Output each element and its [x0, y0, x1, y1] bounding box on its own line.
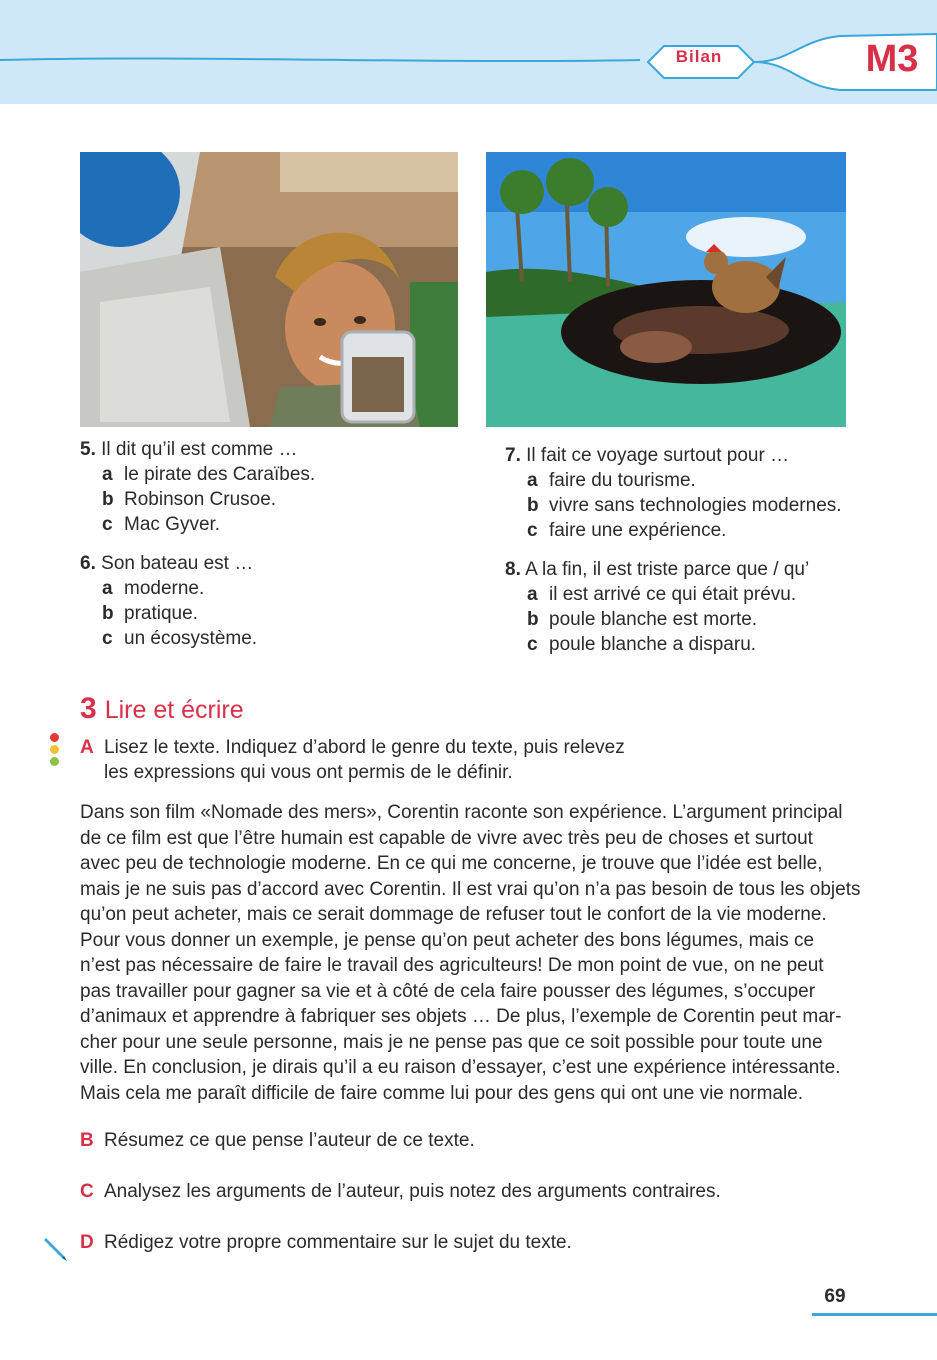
pencil-icon	[40, 1234, 70, 1264]
section-title-text: Lire et écrire	[104, 696, 244, 724]
question-number: 5.	[80, 439, 96, 460]
question-text: Il dit qu’il est comme …	[101, 439, 298, 460]
option-b: b poule blanche est morte.	[527, 609, 758, 630]
questions-right	[505, 443, 842, 657]
task-text: Lisez le texte. Indiquez d’abord le genre du texte, puis relevez	[104, 737, 625, 758]
text-line: pas travailler pour gagner sa vie et à côté de cela faire pousser des légumes, s’occuper	[80, 980, 816, 1002]
difficulty-dot-green	[50, 757, 59, 766]
option-c: c un écosystème.	[102, 628, 258, 649]
section-label: Bilan	[675, 47, 723, 66]
task-b	[80, 1128, 475, 1153]
section-title	[80, 692, 244, 726]
questions-left	[80, 437, 315, 651]
text-line: ville. En conclusion, je dirais qu’il a eu raison d’essayer, c’est une expérience intéressante.	[80, 1057, 841, 1078]
option-a: a moderne.	[102, 578, 205, 599]
photo-hen	[486, 152, 846, 427]
option-c: c Mac Gyver.	[102, 514, 221, 535]
option-c: c faire une expérience.	[527, 520, 727, 541]
text-line: cher pour une seule personne, mais je ne pense pas que ce soit possible pour toute une	[80, 1031, 823, 1053]
difficulty-dots-icon	[50, 733, 60, 769]
task-a	[80, 735, 625, 785]
task-text: Résumez ce que pense l’auteur de ce texte.	[104, 1130, 475, 1151]
option-c: c poule blanche a disparu.	[527, 634, 757, 655]
question-text: Il fait ce voyage surtout pour …	[526, 445, 790, 466]
text-line: d’animaux et apprendre à fabriquer ses objets … De plus, l’exemple de Corentin peut mar-	[80, 1006, 842, 1027]
boy-with-lantern-photo	[80, 152, 458, 427]
text-line: Pour vous donner un exemple, je pense qu’on peut acheter des bons légumes, mais ce	[80, 929, 815, 951]
question-text: A la fin, il est triste parce que / qu’	[525, 559, 810, 580]
task-c	[80, 1179, 721, 1204]
option-a: a faire du tourisme.	[527, 470, 696, 491]
task-text: Rédigez votre propre commentaire sur le sujet du texte.	[104, 1232, 572, 1253]
module-code: M3	[865, 38, 919, 80]
section-number: 3	[80, 692, 97, 725]
option-b: b pratique.	[102, 603, 198, 624]
text-line: Mais cela me paraît difficile de faire comme lui pour des gens qui ont une vie normale.	[80, 1082, 804, 1104]
task-letter: B	[80, 1130, 94, 1151]
task-text-cont: les expressions qui vous ont permis de le définir.	[104, 762, 513, 783]
question-number: 6.	[80, 553, 96, 574]
option-a: a le pirate des Caraïbes.	[102, 464, 316, 485]
question-text: Son bateau est …	[101, 553, 254, 574]
question-7	[505, 443, 842, 543]
reading-text	[80, 800, 860, 1106]
page-number-rule	[812, 1313, 937, 1316]
option-b: b Robinson Crusoe.	[102, 489, 277, 510]
header-decoration	[0, 0, 937, 104]
task-letter: D	[80, 1232, 94, 1253]
option-a: a il est arrivé ce qui était prévu.	[527, 584, 797, 605]
text-line: avec peu de technologie moderne. En ce qui me concerne, je trouve que l’idée est belle,	[80, 853, 823, 874]
question-number: 7.	[505, 445, 521, 466]
question-number: 8.	[505, 559, 521, 580]
question-5	[80, 437, 315, 537]
option-b: b vivre sans technologies modernes.	[527, 495, 842, 516]
difficulty-dot-yellow	[50, 745, 59, 754]
photo-boy	[80, 152, 458, 427]
text-line: qu’on peut acheter, mais ce serait dommage de refuser tout le confort de la vie moderne.	[80, 904, 827, 925]
question-8	[505, 557, 842, 657]
text-line: n’est pas nécessaire de faire le travail des agriculteurs! De mon point de vue, on ne peut	[80, 955, 824, 976]
text-line: mais je ne suis pas d’accord avec Corentin. Il est vrai qu’on n’a pas besoin de tous les objets	[80, 878, 861, 900]
task-letter: C	[80, 1181, 94, 1202]
page-number: 69	[824, 1286, 846, 1307]
task-d	[80, 1230, 572, 1255]
task-text: Analysez les arguments de l’auteur, puis notez des arguments contraires.	[104, 1181, 721, 1202]
text-line: Dans son film «Nomade des mers», Corentin raconte son expérience. L’argument principal	[80, 802, 843, 823]
difficulty-dot-red	[50, 733, 59, 742]
task-letter: A	[80, 737, 94, 758]
hen-on-inflatable-boat-photo	[486, 152, 846, 427]
text-line: de ce film est que l’être humain est capable de vivre avec très peu de choses et surtout	[80, 827, 813, 849]
question-6	[80, 551, 315, 651]
